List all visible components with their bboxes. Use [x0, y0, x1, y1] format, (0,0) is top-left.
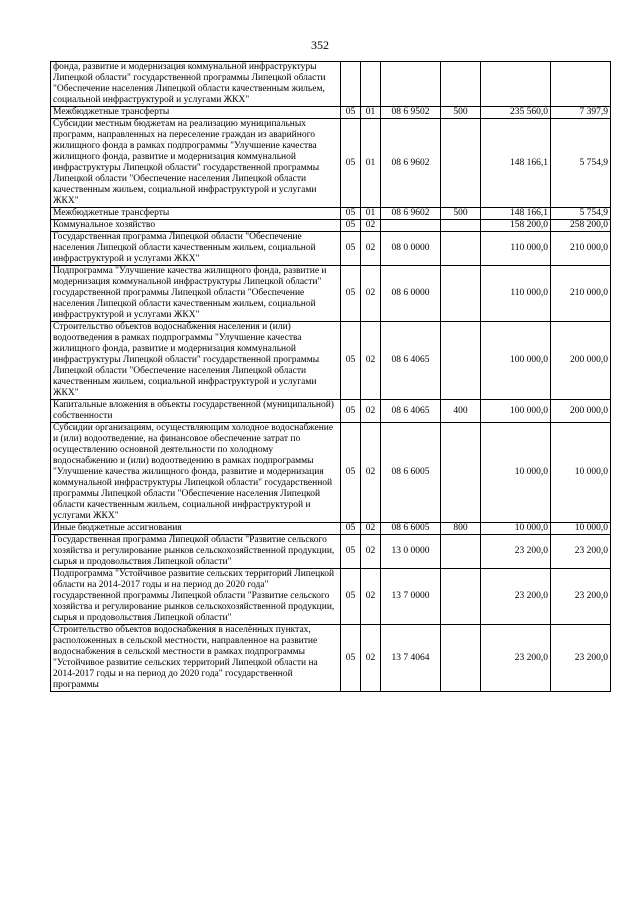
subsection-code-cell: 02 [361, 220, 381, 232]
table-row [51, 400, 611, 423]
subsection-code-cell: 02 [361, 266, 381, 322]
page-number: 352 [311, 38, 329, 52]
section-code-cell: 05 [341, 423, 361, 523]
amount-year1-cell: 235 560,0 [481, 107, 551, 119]
target-article-cell: 08 6 6005 [381, 523, 441, 535]
expense-type-cell [441, 232, 481, 266]
subsection-code-cell: 02 [361, 423, 381, 523]
amount-year1-cell: 110 000,0 [481, 266, 551, 322]
section-code-cell: 05 [341, 220, 361, 232]
section-code-cell: 05 [341, 569, 361, 625]
row-name-cell: Межбюджетные трансферты [51, 208, 341, 220]
target-article-cell [381, 220, 441, 232]
row-name-cell: Государственная программа Липецкой области "Развитие сельского хозяйства и регулирование рынков сельскохозяйственной продукции, сырья и продовольствия Липецкой области" [51, 535, 341, 569]
row-name-cell: Коммунальное хозяйство [51, 220, 341, 232]
amount-year1-cell: 10 000,0 [481, 423, 551, 523]
expense-type-cell [441, 423, 481, 523]
section-code-cell: 05 [341, 107, 361, 119]
target-article-cell: 13 7 0000 [381, 569, 441, 625]
amount-year2-cell: 23 200,0 [551, 569, 611, 625]
row-name-cell: Субсидии организациям, осуществляющим холодное водоснабжение и (или) водоотведение, на финансовое обеспечение затрат по осуществлению основной деятельности по холодному водоснабжению и (или) водоотведению в рамках подпрограммы "Улучшение качества жилищного фонда, развитие и модернизация коммунальной инфраструктуры Липецкой области" государственной программы Липецкой области "Обеспечение населения Липецкой области качественным жильем, социальной инфраструктурой и услугами ЖКХ" [51, 423, 341, 523]
row-name-cell: Подпрограмма "Устойчивое развитие сельских территорий Липецкой области на 2014-2017 годы и на период до 2020 года" государственной программы Липецкой области "Развитие сельского хозяйства и регулирование рынков сельскохозяйственной продукции, сырья и продовольствия Липецкой области" [51, 569, 341, 625]
subsection-code-cell: 02 [361, 232, 381, 266]
target-article-cell [381, 62, 441, 107]
subsection-code-cell: 01 [361, 119, 381, 208]
expense-type-cell [441, 322, 481, 400]
target-article-cell: 13 0 0000 [381, 535, 441, 569]
subsection-code-cell: 02 [361, 523, 381, 535]
table-row [51, 423, 611, 523]
expense-type-cell [441, 266, 481, 322]
amount-year2-cell: 7 397,9 [551, 107, 611, 119]
amount-year2-cell: 200 000,0 [551, 322, 611, 400]
amount-year1-cell: 158 200,0 [481, 220, 551, 232]
target-article-cell: 08 0 0000 [381, 232, 441, 266]
section-code-cell: 05 [341, 625, 361, 692]
target-article-cell: 08 6 0000 [381, 266, 441, 322]
expense-type-cell: 500 [441, 107, 481, 119]
table-row [51, 322, 611, 400]
table-row [51, 535, 611, 569]
amount-year2-cell: 210 000,0 [551, 232, 611, 266]
table-row [51, 119, 611, 208]
amount-year2-cell: 200 000,0 [551, 400, 611, 423]
target-article-cell: 08 6 4065 [381, 322, 441, 400]
amount-year1-cell: 23 200,0 [481, 569, 551, 625]
section-code-cell [341, 62, 361, 107]
amount-year2-cell: 210 000,0 [551, 266, 611, 322]
amount-year2-cell [551, 62, 611, 107]
row-name-cell: Государственная программа Липецкой области "Обеспечение населения Липецкой области качественным жильем, социальной инфраструктурой и услугами ЖКХ" [51, 232, 341, 266]
target-article-cell: 08 6 9502 [381, 107, 441, 119]
amount-year1-cell: 100 000,0 [481, 322, 551, 400]
row-name-cell: Строительство объектов водоснабжения в населённых пунктах, расположенных в сельской местности, направленное на развитие водоснабжения в сельской местности в рамках подпрограммы "Устойчивое развитие сельских территорий Липецкой области на 2014-2017 годы и на период до 2020 года" государственной программы [51, 625, 341, 692]
budget-table [50, 61, 611, 692]
section-code-cell: 05 [341, 535, 361, 569]
row-name-cell: фонда, развитие и модернизация коммунальной инфраструктуры Липецкой области" государственной программы Липецкой области "Обеспечение населения Липецкой области качественным жильем, социальной инфраструктурой и услугами ЖКХ" [51, 62, 341, 107]
expense-type-cell: 500 [441, 208, 481, 220]
amount-year1-cell [481, 62, 551, 107]
amount-year1-cell: 100 000,0 [481, 400, 551, 423]
expense-type-cell [441, 62, 481, 107]
table-row [51, 208, 611, 220]
section-code-cell: 05 [341, 208, 361, 220]
expense-type-cell [441, 625, 481, 692]
subsection-code-cell: 02 [361, 569, 381, 625]
row-name-cell: Иные бюджетные ассигнования [51, 523, 341, 535]
amount-year2-cell: 23 200,0 [551, 535, 611, 569]
amount-year2-cell: 10 000,0 [551, 423, 611, 523]
table-row [51, 523, 611, 535]
section-code-cell: 05 [341, 266, 361, 322]
expense-type-cell: 400 [441, 400, 481, 423]
amount-year1-cell: 148 166,1 [481, 208, 551, 220]
amount-year1-cell: 23 200,0 [481, 535, 551, 569]
expense-type-cell [441, 220, 481, 232]
table-row [51, 62, 611, 107]
table-row [51, 220, 611, 232]
row-name-cell: Межбюджетные трансферты [51, 107, 341, 119]
row-name-cell: Капитальные вложения в объекты государственной (муниципальной) собственности [51, 400, 341, 423]
section-code-cell: 05 [341, 523, 361, 535]
table-row [51, 569, 611, 625]
target-article-cell: 13 7 4064 [381, 625, 441, 692]
expense-type-cell: 800 [441, 523, 481, 535]
target-article-cell: 08 6 9602 [381, 119, 441, 208]
expense-type-cell [441, 119, 481, 208]
expense-type-cell [441, 569, 481, 625]
section-code-cell: 05 [341, 400, 361, 423]
row-name-cell: Подпрограмма "Улучшение качества жилищного фонда, развитие и модернизация коммунальной инфраструктуры Липецкой области" государственной программы Липецкой области "Обеспечение населения Липецкой области качественным жильем, социальной инфраструктурой и услугами ЖКХ" [51, 266, 341, 322]
amount-year1-cell: 148 166,1 [481, 119, 551, 208]
amount-year2-cell: 10 000,0 [551, 523, 611, 535]
amount-year2-cell: 5 754,9 [551, 208, 611, 220]
amount-year1-cell: 110 000,0 [481, 232, 551, 266]
subsection-code-cell: 02 [361, 322, 381, 400]
subsection-code-cell: 02 [361, 400, 381, 423]
subsection-code-cell: 01 [361, 107, 381, 119]
table-row [51, 232, 611, 266]
table-row [51, 266, 611, 322]
subsection-code-cell: 01 [361, 208, 381, 220]
amount-year2-cell: 23 200,0 [551, 625, 611, 692]
section-code-cell: 05 [341, 322, 361, 400]
subsection-code-cell: 02 [361, 535, 381, 569]
amount-year1-cell: 10 000,0 [481, 523, 551, 535]
section-code-cell: 05 [341, 119, 361, 208]
amount-year2-cell: 5 754,9 [551, 119, 611, 208]
table-row [51, 107, 611, 119]
subsection-code-cell: 02 [361, 625, 381, 692]
target-article-cell: 08 6 9602 [381, 208, 441, 220]
row-name-cell: Субсидии местным бюджетам на реализацию муниципальных программ, направленных на переселение граждан из аварийного жилищного фонда в рамках подпрограммы "Улучшение качества жилищного фонда, развитие и модернизация коммунальной инфраструктуры Липецкой области" государственной программы Липецкой области "Обеспечение населения Липецкой области качественным жильем, социальной инфраструктурой и услугами ЖКХ" [51, 119, 341, 208]
subsection-code-cell [361, 62, 381, 107]
target-article-cell: 08 6 6005 [381, 423, 441, 523]
expense-type-cell [441, 535, 481, 569]
amount-year2-cell: 258 200,0 [551, 220, 611, 232]
table-body [51, 62, 611, 692]
table-row [51, 625, 611, 692]
row-name-cell: Строительство объектов водоснабжения населения и (или) водоотведения в рамках подпрограммы "Улучшение качества жилищного фонда, развитие и модернизация коммунальной инфраструктуры Липецкой области" государственной программы Липецкой области "Обеспечение населения Липецкой области качественным жильем, социальной инфраструктурой и услугами ЖКХ" [51, 322, 341, 400]
target-article-cell: 08 6 4065 [381, 400, 441, 423]
section-code-cell: 05 [341, 232, 361, 266]
amount-year1-cell: 23 200,0 [481, 625, 551, 692]
